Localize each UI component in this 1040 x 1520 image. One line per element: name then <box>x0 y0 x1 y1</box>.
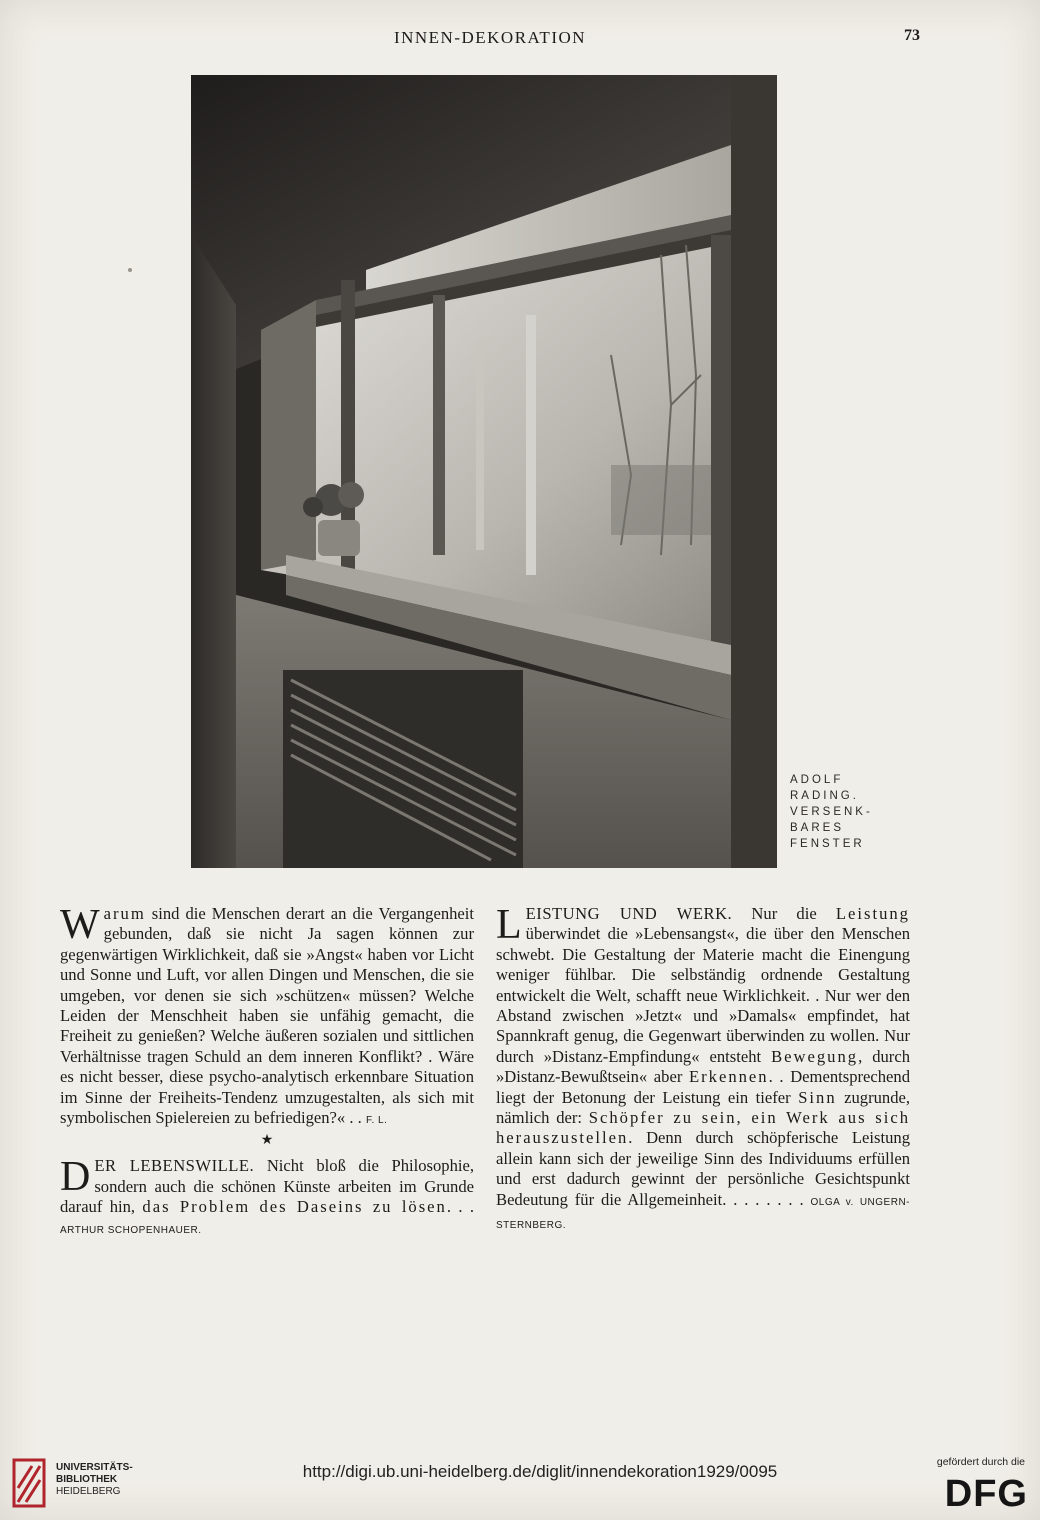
signature: ARTHUR SCHOPENHAUER. <box>60 1224 202 1236</box>
paper-speck <box>128 268 132 272</box>
running-title: INNEN-DEKORATION <box>393 28 587 47</box>
paragraph-text: . . . <box>446 1197 474 1217</box>
paragraph-text: zugrunde, nämlich der: <box>496 1087 911 1128</box>
emphasis-text: Bewegung <box>771 1046 859 1066</box>
emphasis-text: das Problem des Daseins zu lösen <box>142 1197 447 1217</box>
library-name-line: UNIVERSITÄTS- <box>56 1462 133 1473</box>
caption-line: BARES <box>790 822 844 834</box>
paragraph-text: sind die Menschen derart an die Vergangenheit gebunden, daß sie nicht Ja sagen können zur gegenwärtigen Wirklichkeit, daß sie »Angst« haben vor Licht und Sonne und Luft, vor allen Dingen und Menschen, die sie umgeben, vor denen sie sich »schützen« müssen? Welche Leiden der Menschheit haben sie unfähig gemacht, die Freiheit zu genießen? Welche äußeren sozialen und sittlichen Verhältnisse tragen Schuld an dem inneren Konflikt? . Wäre es nicht besser, diese psycho-analytisch erkennbare Situation im Sinne der Freiheits-Tendenz umzugestalten, als sich mit symbolischen Spielereien zu befriedigen?« . . <box>60 904 474 1128</box>
library-name-line: BIBLIOTHEK <box>56 1474 118 1485</box>
funder-note: gefördert durch die <box>936 1456 1025 1468</box>
section-heading: ER LEBENSWILLE. <box>94 1156 255 1176</box>
emphasis-text: Leistung <box>835 904 910 923</box>
drop-cap: L <box>496 902 522 948</box>
paragraph-text: . . Dementsprechend liegt der Betonung der Leistung ein tiefer <box>496 1067 910 1107</box>
photo-caption <box>790 772 890 852</box>
paragraph-text: überwindet die »Lebensangst«, die über den Menschen schwebt. Die Gestaltung der Materie macht die Einengung weniger fühlbar. Die selbständig ordnende Gestaltung entwickelt die Welt, schafft neue Wirklichkeit. . Nur wer den Abstand zwischen »Jetzt« und »Damals« empfindet, hat Spannkraft genug, die Gegenwart überwinden zu wollen. Nur durch »Distanz-Empfindung« entsteht <box>496 924 910 1066</box>
caption-line: ADOLF <box>790 774 844 786</box>
section-heading: EISTUNG UND WERK. <box>525 904 733 923</box>
library-name-line: HEIDELBERG <box>56 1486 121 1497</box>
signature: F. L. <box>365 1115 388 1127</box>
permalink-url[interactable]: http://digi.ub.uni-heidelberg.de/diglit/innendekoration1929/0095 <box>302 1462 778 1481</box>
emphasis-text: Erkennen <box>689 1067 769 1087</box>
drop-cap: D <box>60 1154 91 1201</box>
emphasis-text: Sinn <box>798 1087 837 1107</box>
paragraph-text: Nicht bloß die Philosophie, sondern auch die schönen Künste arbeiten im Grunde darauf hin, <box>60 1156 474 1217</box>
library-name <box>56 1462 133 1498</box>
paragraph-leistung <box>496 904 910 1237</box>
drop-cap: W <box>60 902 100 948</box>
paragraph-warum <box>60 904 474 1131</box>
window-photograph <box>191 75 777 868</box>
right-column <box>496 904 910 1237</box>
emphasis-text: Schöpfer zu sein, ein Werk aus sich herauszustellen <box>496 1108 910 1148</box>
signature: OLGA v. UNGERN-STERNBERG. <box>496 1196 910 1232</box>
page-number: 73 <box>904 27 920 44</box>
dfg-logo: DFG <box>944 1473 1028 1515</box>
caption-line: FENSTER <box>790 838 865 850</box>
paragraph-lebenswille <box>60 1156 474 1241</box>
section-separator: ★ <box>260 1133 274 1149</box>
caption-line: VERSENK- <box>790 806 873 818</box>
left-column <box>60 904 474 1241</box>
paragraph-text: Nur die <box>732 904 836 923</box>
caption-line: RADING. <box>790 790 859 802</box>
paragraph-text: . Denn durch schöpferische Leistung allein kann sich der jeweilige Sinn des Individuums erfüllen und erst dadurch gewinnt der persönliche Gesichtspunkt Bedeutung für die Allgemeinheit. . . . . . . . <box>496 1128 910 1209</box>
paragraph-text: , durch »Distanz-Bewußtsein« aber <box>496 1046 910 1087</box>
lead-word: arum <box>103 904 146 923</box>
library-logo-icon <box>12 1458 46 1508</box>
